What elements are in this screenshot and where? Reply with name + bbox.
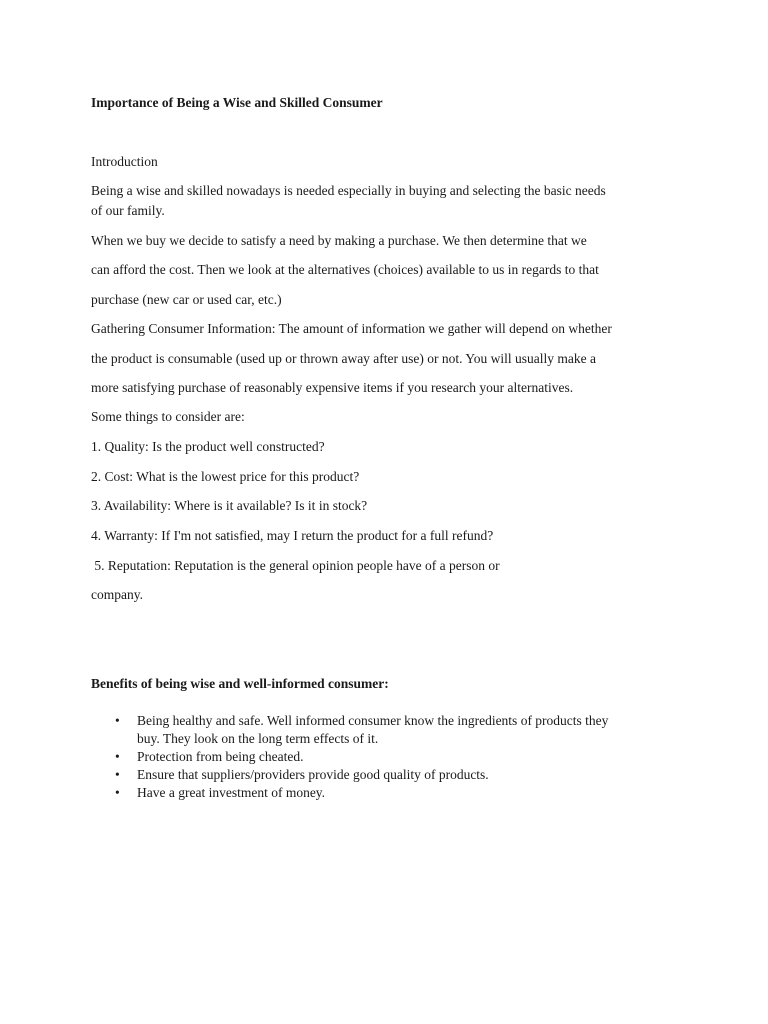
body-line: Gathering Consumer Information: The amount of information we gather will depend on whether [91, 321, 612, 336]
benefit-text: Being healthy and safe. Well informed consumer know the ingredients of products they [137, 713, 609, 728]
bullet-icon: • [115, 713, 120, 728]
bullet-icon: • [115, 767, 120, 782]
list-item-quality: 1. Quality: Is the product well constructed? [91, 439, 325, 454]
benefit-item [91, 748, 691, 766]
benefit-text: Have a great investment of money. [137, 785, 326, 800]
benefit-item [91, 712, 691, 748]
body-line: purchase (new car or used car, etc.) [91, 292, 282, 307]
benefit-item [91, 766, 691, 784]
benefit-item [91, 784, 691, 802]
benefit-text: Ensure that suppliers/providers provide good quality of products. [137, 767, 489, 782]
body-line: can afford the cost. Then we look at the alternatives (choices) available to us in regards to that [91, 262, 599, 277]
benefits-list [91, 712, 691, 802]
list-item-warranty: 4. Warranty: If I'm not satisfied, may I return the product for a full refund? [91, 528, 494, 543]
body-line: company. [91, 587, 143, 602]
body-line: When we buy we decide to satisfy a need by making a purchase. We then determine that we [91, 233, 587, 248]
bullet-icon: • [115, 785, 120, 800]
list-item-reputation: 5. Reputation: Reputation is the general opinion people have of a person or [91, 558, 500, 573]
benefit-text-continued: buy. They look on the long term effects of it. [137, 731, 379, 746]
benefits-heading: Benefits of being wise and well-informed consumer: [91, 676, 389, 691]
intro-line: of our family. [91, 203, 165, 218]
body-line: Some things to consider are: [91, 409, 245, 424]
intro-line: Being a wise and skilled nowadays is needed especially in buying and selecting the basic needs [91, 183, 606, 198]
list-item-availability: 3. Availability: Where is it available? Is it in stock? [91, 498, 368, 513]
benefit-text: Protection from being cheated. [137, 749, 304, 764]
document-title: Importance of Being a Wise and Skilled Consumer [91, 95, 383, 110]
body-line: more satisfying purchase of reasonably expensive items if you research your alternatives. [91, 380, 574, 395]
bullet-icon: • [115, 749, 120, 764]
section-heading-introduction: Introduction [91, 154, 158, 169]
list-item-cost: 2. Cost: What is the lowest price for this product? [91, 469, 360, 484]
body-line: the product is consumable (used up or thrown away after use) or not. You will usually make a [91, 351, 597, 366]
